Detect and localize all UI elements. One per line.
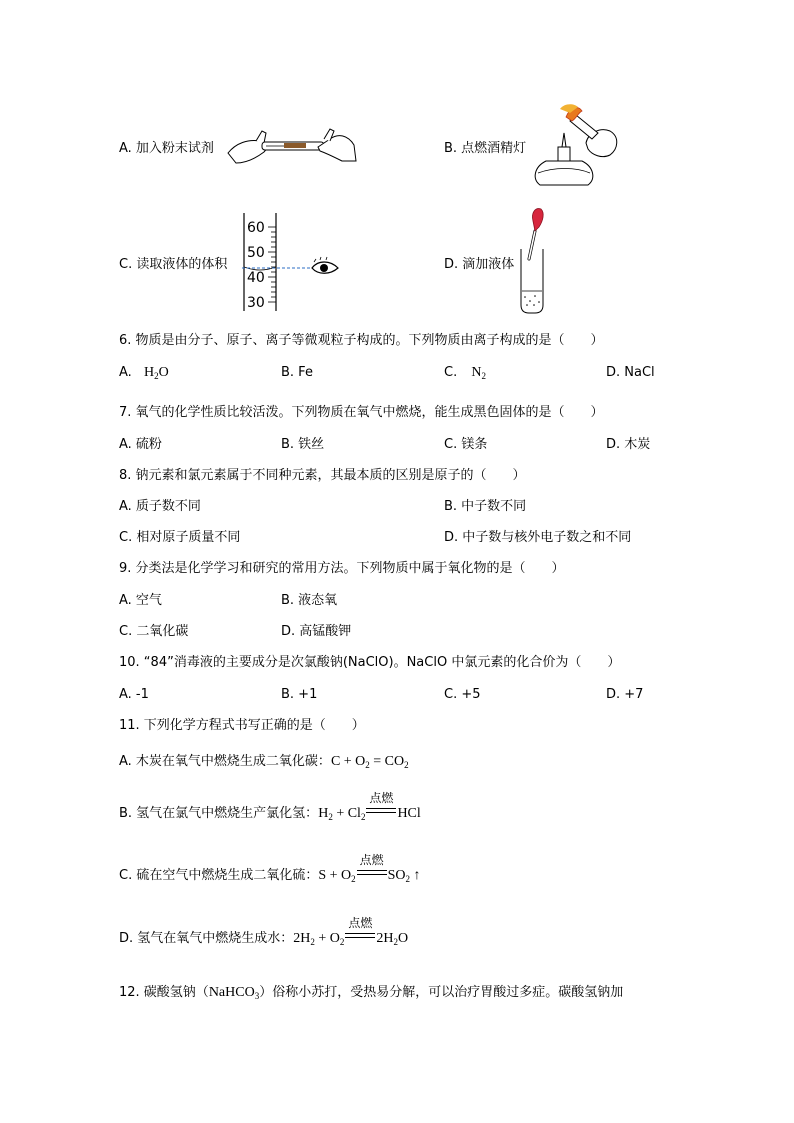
eye-icon <box>312 257 338 273</box>
reaction-condition: 点燃 <box>359 853 384 867</box>
q6-stem: 6. 物质是由分子、原子、离子等微观粒子构成的。下列物质由离子构成的是（ ） <box>119 333 604 348</box>
q10-option-c: C. +5 <box>444 687 481 702</box>
equation-c: $S + O_2$ 点燃 $SO_2$ ↑ <box>318 853 421 884</box>
equation-b: $H_2 + Cl_2$ 点燃 HCl <box>318 791 421 822</box>
q5-option-a: A. 加入粉末试剂 <box>119 141 214 156</box>
q8-option-a: A. 质子数不同 <box>119 499 201 514</box>
q8-option-c: C. 相对原子质量不同 <box>119 530 241 545</box>
powder-test-tube-figure <box>226 125 358 170</box>
q10-option-d: D. +7 <box>606 687 644 702</box>
q7-option-c: C. 镁条 <box>444 437 488 452</box>
q11-stem: 11. 下列化学方程式书写正确的是（ ） <box>119 718 365 733</box>
q5-option-c: C. 读取液体的体积 <box>119 257 228 272</box>
q5-option-d: D. 滴加液体 <box>444 257 515 272</box>
q8-option-d: D. 中子数与核外电子数之和不同 <box>444 530 632 545</box>
q7-option-b: B. 铁丝 <box>281 437 325 452</box>
reaction-condition: 点燃 <box>369 791 394 805</box>
q6-option-d: D. NaCl <box>606 365 655 380</box>
tick-label: 60 <box>247 220 265 236</box>
q6-option-b: B. Fe <box>281 365 313 380</box>
q9-option-c: C. 二氧化碳 <box>119 624 189 639</box>
q9-stem: 9. 分类法是化学学习和研究的常用方法。下列物质中属于氧化物的是（ ） <box>119 561 565 576</box>
q6-a-label: A. <box>119 365 132 380</box>
q11-option-a: A. 木炭在氧气中燃烧生成二氧化碳：$C + O_2 = CO_2$ <box>119 754 409 770</box>
q10-option-b: B. +1 <box>281 687 318 702</box>
q5-option-b: B. 点燃酒精灯 <box>444 141 527 156</box>
q7-option-a: A. 硫粉 <box>119 437 162 452</box>
gas-arrow-icon: ↑ <box>410 868 421 883</box>
alcohol-lamp-figure <box>530 103 626 191</box>
q12-stem: 12. 碳酸氢钠（NaHCO$_3$）俗称小苏打，受热易分解，可以治疗胃酸过多症。碳酸氢钠加 <box>119 985 624 1001</box>
q6-option-a: A. $H_2O$ <box>119 365 169 381</box>
q9-option-d: D. 高锰酸钾 <box>281 624 352 639</box>
q6-option-c: C. $N_2$ <box>444 365 486 381</box>
reaction-condition: 点燃 <box>348 916 373 930</box>
tick-label: 40 <box>247 270 265 286</box>
dropper-test-tube-figure <box>515 205 555 317</box>
q9-option-b: B. 液态氧 <box>281 593 338 608</box>
q11-option-d: D. 氢气在氧气中燃烧生成水：$2H_2 + O_2$ 点燃 $2H_2O$ <box>119 916 409 947</box>
q11-option-c: C. 硫在空气中燃烧生成二氧化硫：$S + O_2$ 点燃 $SO_2$ ↑ <box>119 853 421 884</box>
tick-label: 50 <box>247 245 265 261</box>
q8-stem: 8. 钠元素和氯元素属于不同种元素，其最本质的区别是原子的（ ） <box>119 468 526 483</box>
q7-stem: 7. 氧气的化学性质比较活泼。下列物质在氧气中燃烧，能生成黑色固体的是（ ） <box>119 405 604 420</box>
q10-stem: 10. “84”消毒液的主要成分是次氯酸钠(NaClO)。NaClO 中氯元素的化合价为（ ） <box>119 655 621 670</box>
q11-option-b: B. 氢气在氯气中燃烧生产氯化氢：$H_2 + Cl_2$ 点燃 HCl <box>119 791 421 822</box>
graduated-cylinder-figure <box>238 213 343 313</box>
equation-d: $2H_2 + O_2$ 点燃 $2H_2O$ <box>293 916 409 947</box>
q7-option-d: D. 木炭 <box>606 437 651 452</box>
q10-option-a: A. -1 <box>119 687 149 702</box>
equation-a: $C + O_2 = CO_2$ <box>330 754 409 770</box>
q8-option-b: B. 中子数不同 <box>444 499 527 514</box>
tick-label: 30 <box>247 295 265 311</box>
q9-option-a: A. 空气 <box>119 593 162 608</box>
